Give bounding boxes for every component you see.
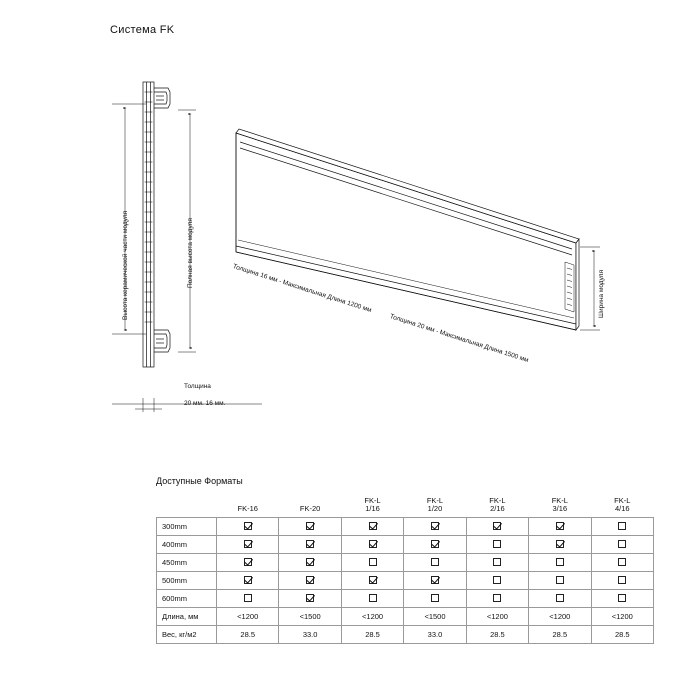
table-row [157,608,654,626]
checkbox-icon [306,576,314,584]
checkbox-icon [431,522,439,530]
column-header-line1: FK-L [426,495,444,505]
cell-value: 28.5 [529,626,591,644]
column-header [466,488,528,518]
cell-checkbox[interactable] [404,536,466,554]
column-header-line2: 1/20 [427,504,443,514]
checkbox-icon [618,558,626,566]
label-module-width: Ширина модуля [598,270,605,318]
checkbox-icon [244,522,252,530]
cell-checkbox[interactable] [217,554,279,572]
checkbox-icon [244,594,252,602]
cell-checkbox[interactable] [217,518,279,536]
profile-section-view [143,82,170,367]
table-header-row [157,488,654,518]
cell-checkbox[interactable] [529,554,591,572]
cell-checkbox[interactable] [466,572,528,590]
panel-isometric-view [236,129,579,330]
cell-checkbox[interactable] [341,590,403,608]
checkbox-icon [431,540,439,548]
row-label: 400mm [157,536,217,554]
checkbox-icon [493,522,501,530]
column-header-line1: FK-L [614,495,631,505]
formats-table-body [157,518,654,644]
cell-checkbox[interactable] [529,518,591,536]
row-label: 600mm [157,590,217,608]
checkbox-icon [618,576,626,584]
checkbox-icon [618,522,626,530]
cell-checkbox[interactable] [217,536,279,554]
checkbox-icon [306,522,314,530]
formats-table [156,488,654,644]
checkbox-icon [493,540,501,548]
cell-value: <1200 [591,608,653,626]
cell-checkbox[interactable] [591,590,653,608]
cell-value: 28.5 [217,626,279,644]
cell-value: 28.5 [466,626,528,644]
checkbox-icon [493,576,501,584]
cell-value: <1500 [279,608,341,626]
checkbox-icon [369,522,377,530]
label-panel-spec-20: Толщина 20 мм - Максимальная Длина 1500 мм [388,313,530,365]
checkbox-icon [556,594,564,602]
column-header-line2: FK-20 [299,504,321,514]
column-header-line1: FK-L [364,495,381,505]
row-label: 500mm [157,572,217,590]
label-thickness-values: 20 мм. 16 мм. [184,400,226,407]
checkbox-icon [306,540,314,548]
row-label: 300mm [157,518,217,536]
checkbox-icon [369,558,377,566]
cell-checkbox[interactable] [279,536,341,554]
formats-table-wrap [156,488,654,644]
column-header-line2: 4/16 [614,504,630,514]
column-header-line2: FK-16 [237,504,258,514]
cell-value: <1200 [217,608,279,626]
row-label: 450mm [157,554,217,572]
cell-checkbox[interactable] [591,536,653,554]
cell-checkbox[interactable] [529,536,591,554]
cell-checkbox[interactable] [341,572,403,590]
column-header [591,488,653,518]
cell-checkbox[interactable] [279,590,341,608]
table-row [157,554,654,572]
cell-value: <1500 [404,608,466,626]
column-header [217,488,279,518]
cell-checkbox[interactable] [341,554,403,572]
label-ceramic-height: Высота керамической части модуля [122,210,129,320]
cell-value: 28.5 [341,626,403,644]
checkbox-icon [493,558,501,566]
label-full-module-height: Полная высота модуля [187,218,194,288]
cell-checkbox[interactable] [404,518,466,536]
checkbox-icon [244,540,252,548]
formats-heading: Доступные Форматы [156,476,243,486]
checkbox-icon [556,522,564,530]
cell-checkbox[interactable] [404,554,466,572]
column-header [279,488,341,518]
checkbox-icon [431,558,439,566]
cell-checkbox[interactable] [217,590,279,608]
cell-checkbox[interactable] [529,572,591,590]
checkbox-icon [556,558,564,566]
cell-checkbox[interactable] [404,590,466,608]
cell-checkbox[interactable] [341,518,403,536]
page-title: Система FK [110,24,175,36]
checkbox-icon [306,594,314,602]
column-header [404,488,466,518]
cell-value: <1200 [466,608,528,626]
cell-checkbox[interactable] [466,518,528,536]
checkbox-icon [556,540,564,548]
checkbox-icon [431,594,439,602]
cell-value: 28.5 [591,626,653,644]
checkbox-icon [244,576,252,584]
row-label: Длина, мм [157,608,217,626]
cell-checkbox[interactable] [279,518,341,536]
cell-checkbox[interactable] [591,518,653,536]
column-header-line1: FK-L [551,495,568,505]
table-row [157,536,654,554]
column-header-line1: FK-L [489,495,506,505]
cell-checkbox[interactable] [466,590,528,608]
header-corner [157,488,217,518]
label-thickness: Толщина [184,383,211,390]
cell-checkbox[interactable] [279,572,341,590]
cell-value: <1200 [529,608,591,626]
column-header [341,488,403,518]
table-row [157,518,654,536]
checkbox-icon [244,558,252,566]
column-header [529,488,591,518]
cell-checkbox[interactable] [591,572,653,590]
table-row [157,590,654,608]
column-header-line2: 3/16 [552,504,568,514]
cell-checkbox[interactable] [466,536,528,554]
checkbox-icon [431,576,439,584]
cell-value: <1200 [341,608,403,626]
cell-checkbox[interactable] [279,554,341,572]
cell-checkbox[interactable] [217,572,279,590]
label-panel-spec-16: Толщина 16 мм - Максимальная Длина 1200 мм [231,263,373,315]
checkbox-icon [369,576,377,584]
cell-checkbox[interactable] [466,554,528,572]
checkbox-icon [618,594,626,602]
checkbox-icon [556,576,564,584]
checkbox-icon [369,594,377,602]
column-header-line2: 1/16 [365,504,380,514]
cell-checkbox[interactable] [591,554,653,572]
cell-checkbox[interactable] [404,572,466,590]
checkbox-icon [306,558,314,566]
cell-value: 33.0 [404,626,466,644]
dimension-module-width [580,247,600,330]
row-label: Вес, кг/м2 [157,626,217,644]
checkbox-icon [618,540,626,548]
cell-checkbox[interactable] [341,536,403,554]
cell-checkbox[interactable] [529,590,591,608]
cell-value: 33.0 [279,626,341,644]
column-header-line2: 2/16 [490,504,505,514]
checkbox-icon [369,540,377,548]
checkbox-icon [493,594,501,602]
table-row [157,572,654,590]
table-row [157,626,654,644]
